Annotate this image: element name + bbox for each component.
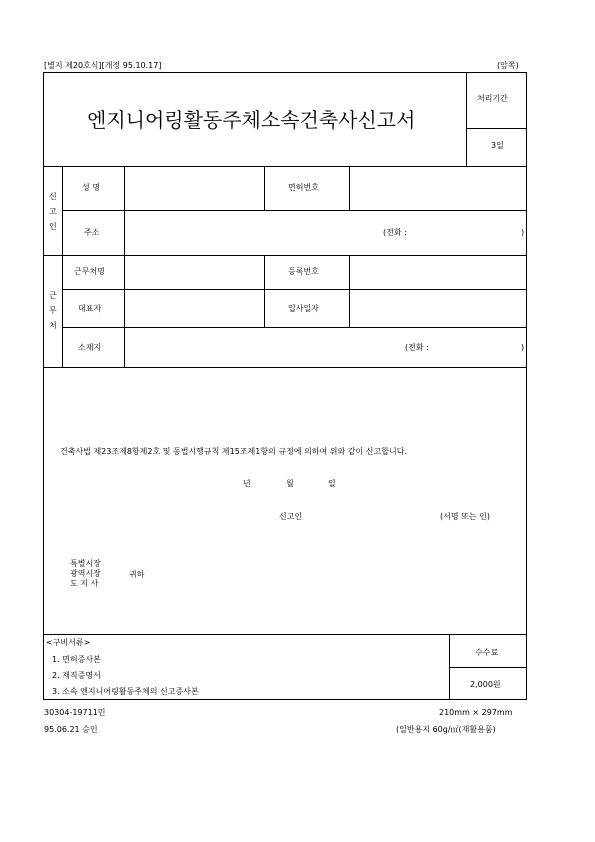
hire-date-label: 입사일자 (288, 304, 319, 313)
location-label: 소재지 (78, 343, 102, 352)
workplace-phone-label: (전화 : (405, 343, 429, 352)
date-month: 월 (286, 479, 294, 488)
side-note: (앞쪽) (497, 61, 519, 70)
date-day: 일 (328, 479, 336, 488)
license-number-label: 면허번호 (288, 183, 319, 192)
form-title: 엔지니어링활동주체소속건축사신고서 (87, 108, 416, 132)
form-code: 30304-19711민 (44, 708, 106, 717)
declarant-section-char-1: 신 (49, 192, 57, 201)
processing-period-label: 처리기간 (477, 94, 508, 103)
date-year: 년 (243, 479, 251, 488)
declarant-phone-label: (전화 : (383, 228, 407, 237)
name-label: 성 명 (82, 183, 100, 192)
statement-frame (43, 367, 527, 635)
documents-header: <구비서류> (46, 638, 91, 647)
paper-size: 210mm × 297mm (439, 708, 513, 717)
workplace-section-char-3: 처 (49, 321, 57, 330)
document-item-3: 3. 소속 엔지니어링활동주체의 신고증사본 (52, 687, 199, 696)
fee-value: 2,000원 (470, 680, 501, 689)
addressee-honorific: 귀하 (129, 570, 145, 579)
addressee-line-3: 도 지 사 (70, 579, 99, 588)
signature-note: (서명 또는 인) (440, 512, 490, 521)
registration-number-label: 등록번호 (288, 267, 319, 276)
workplace-section-char-1: 근 (49, 291, 57, 300)
representative-label: 대표자 (78, 304, 102, 313)
addressee-line-2: 광역시장 (70, 569, 101, 578)
statement-text: 건축사법 제23조제8항제2호 및 동법시행규칙 제15조제1항의 규정에 의하여 위와 같이 신고합니다. (60, 447, 407, 456)
declarant-section-char-3: 인 (49, 222, 57, 231)
workplace-phone-close: ) (521, 343, 525, 352)
processing-period-value: 3일 (491, 141, 504, 150)
declarant-phone-close: ) (521, 228, 525, 237)
paper-type: (일반용지 60g/㎡(재활용품) (396, 725, 496, 734)
declarant-section-char-2: 고 (49, 207, 57, 216)
addressee-line-1: 특별시장 (70, 559, 101, 568)
company-name-label: 근무처명 (74, 267, 105, 276)
fee-label: 수수료 (475, 648, 499, 657)
document-item-2: 2. 재직증명서 (52, 671, 101, 680)
signature-label: 신고인 (279, 512, 303, 521)
workplace-section-char-2: 무 (49, 306, 57, 315)
form-number: [별지 제20호식][개정 95.10.17] (44, 61, 162, 70)
document-item-1: 1. 면허증사본 (52, 655, 101, 664)
address-label: 주소 (84, 228, 100, 237)
approval-date: 95.06.21 승인 (44, 725, 98, 734)
